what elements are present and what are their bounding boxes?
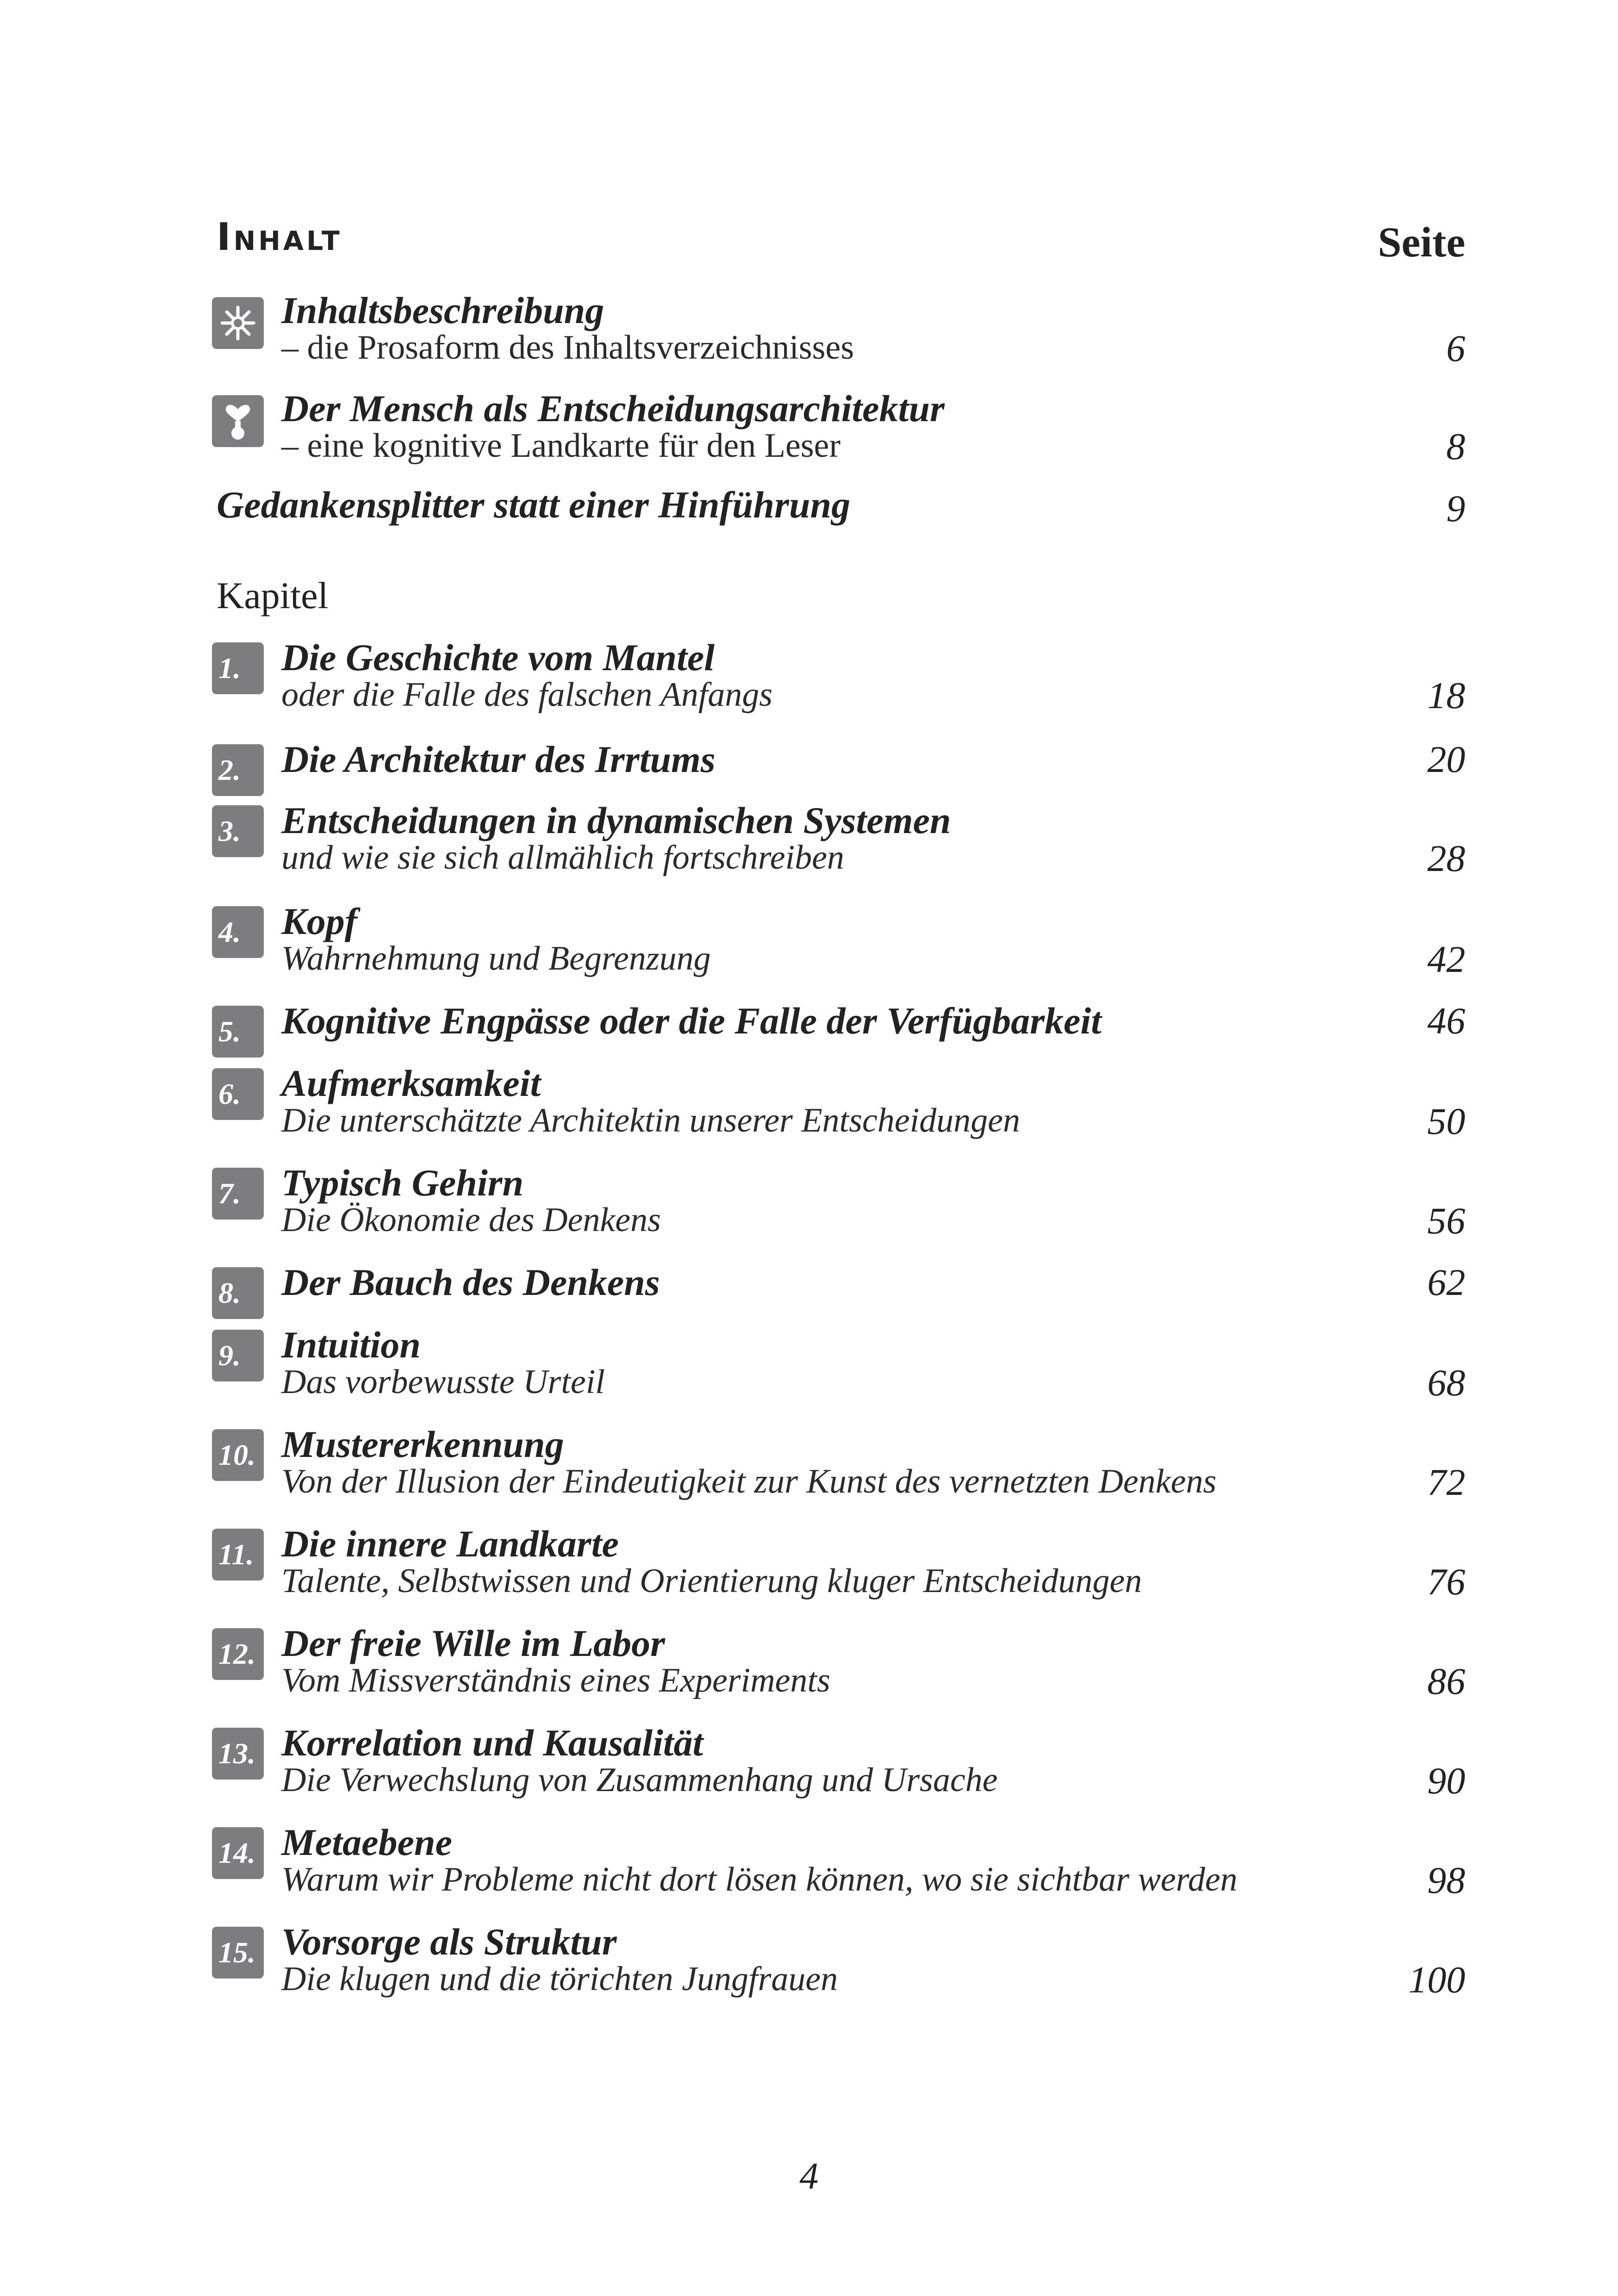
- chapter-number-badge: [212, 1068, 264, 1120]
- chapter-number: 2.: [218, 753, 241, 786]
- page-number: 8: [1446, 425, 1465, 467]
- page-number: 50: [1427, 1100, 1465, 1142]
- chapter-number-badge: [212, 1330, 264, 1381]
- chapter-title: Typisch Gehirn: [281, 1162, 524, 1204]
- page-number: 6: [1446, 327, 1465, 369]
- sparkle-icon: [212, 297, 264, 349]
- chapter-subtitle: Die Verwechslung von Zusammenhang und Ursache: [281, 1761, 998, 1799]
- chapter-number: 5.: [218, 1015, 241, 1048]
- chapter-number: 15.: [218, 1936, 255, 1969]
- chapter-title: Vorsorge als Struktur: [281, 1921, 617, 1963]
- chapter-title: Korrelation und Kausalität: [281, 1722, 703, 1764]
- chapter-number: 8.: [218, 1276, 241, 1309]
- chapter-number-badge: [212, 1728, 264, 1780]
- page-number: 9: [1446, 487, 1465, 529]
- chapter-number: 11.: [218, 1538, 254, 1571]
- page-number: 86: [1427, 1660, 1465, 1702]
- chapter-number-badge: [212, 906, 264, 958]
- chapter-title: Intuition: [281, 1324, 421, 1366]
- page-number: 42: [1427, 938, 1465, 980]
- page-number: 98: [1427, 1859, 1465, 1901]
- chapter-number-badge: [212, 642, 264, 694]
- chapter-number: 7.: [218, 1177, 241, 1210]
- entry-title: Gedankensplitter statt einer Hinführung: [217, 484, 851, 526]
- chapter-subtitle: Die unterschätzte Architektin unserer Entscheidungen: [281, 1101, 1021, 1139]
- chapter-number-badge: [212, 1628, 264, 1680]
- page-number: 100: [1408, 1959, 1465, 2001]
- page-number: 20: [1427, 738, 1465, 780]
- chapter-number-badge: [212, 1429, 264, 1481]
- page-column-label: Seite: [1377, 218, 1465, 266]
- chapter-number-badge: [212, 744, 264, 796]
- chapter-number-badge: [212, 1006, 264, 1058]
- chapter-number: 12.: [218, 1637, 255, 1670]
- chapter-number-badge: [212, 1267, 264, 1319]
- chapter-title: Der Bauch des Denkens: [281, 1261, 660, 1303]
- chapter-subtitle: und wie sie sich allmählich fortschreiben: [281, 839, 845, 877]
- chapter-subtitle: Talente, Selbstwissen und Orientierung kluger Entscheidungen: [281, 1562, 1142, 1600]
- page-number: 72: [1427, 1461, 1465, 1503]
- page-number: 56: [1427, 1200, 1465, 1242]
- chapter-subtitle: oder die Falle des falschen Anfangs: [281, 676, 773, 714]
- chapter-number-badge: [212, 1827, 264, 1879]
- page-number: 18: [1427, 674, 1465, 716]
- page-number: 68: [1427, 1362, 1465, 1404]
- chapter-number: 9.: [218, 1339, 241, 1372]
- chapter-title: Entscheidungen in dynamischen Systemen: [281, 799, 951, 841]
- chapter-number: 13.: [218, 1737, 255, 1770]
- chapter-title: Der freie Wille im Labor: [281, 1622, 666, 1664]
- chapter-subtitle: Warum wir Probleme nicht dort lösen können, wo sie sichtbar werden: [281, 1860, 1238, 1898]
- entry-subtitle: – die Prosaform des Inhaltsverzeichnisses: [281, 329, 854, 367]
- chapter-title: Die innere Landkarte: [281, 1523, 619, 1565]
- entry-title: Der Mensch als Entscheidungsarchitektur: [281, 387, 945, 429]
- chapter-subtitle: Wahrnehmung und Begrenzung: [281, 940, 711, 977]
- chapter-number: 4.: [218, 915, 241, 948]
- chapter-title: Mustererkennung: [281, 1423, 564, 1465]
- chapter-title: Die Geschichte vom Mantel: [281, 636, 715, 678]
- chapter-subtitle: Die klugen und die törichten Jungfrauen: [281, 1960, 838, 1998]
- heart-keyhole-icon: [212, 395, 264, 447]
- toc-heading: Inhalt: [217, 215, 342, 259]
- chapter-title: Kognitive Engpässe oder die Falle der Verfügbarkeit: [281, 1000, 1102, 1042]
- chapter-subtitle: Von der Illusion der Eindeutigkeit zur Kunst des vernetzten Denkens: [281, 1462, 1217, 1500]
- page-folio: 4: [799, 2155, 819, 2197]
- page-number: 76: [1427, 1561, 1465, 1603]
- chapter-subtitle: Vom Missverständnis eines Experiments: [281, 1661, 830, 1699]
- chapter-subtitle: Das vorbewusste Urteil: [281, 1363, 605, 1401]
- page-number: 62: [1427, 1261, 1465, 1303]
- section-label: Kapitel: [217, 574, 329, 616]
- chapter-number-badge: [212, 805, 264, 857]
- page-number: 46: [1427, 1000, 1465, 1042]
- chapter-number-badge: [212, 1927, 264, 1979]
- chapter-subtitle: Die Ökonomie des Denkens: [281, 1201, 661, 1239]
- chapter-number: 6.: [218, 1077, 241, 1110]
- chapter-number: 1.: [218, 652, 241, 684]
- page-number: 28: [1427, 837, 1465, 879]
- chapter-title: Metaebene: [281, 1821, 452, 1863]
- chapter-number: 10.: [218, 1438, 255, 1471]
- entry-subtitle: – eine kognitive Landkarte für den Leser: [281, 427, 841, 465]
- chapter-number: 3.: [218, 815, 241, 847]
- chapter-title: Kopf: [281, 900, 357, 942]
- chapter-title: Die Architektur des Irrtums: [281, 738, 716, 780]
- entry-title: Inhaltsbeschreibung: [281, 289, 604, 331]
- chapter-number-badge: [212, 1529, 264, 1580]
- chapter-number: 14.: [218, 1836, 255, 1869]
- chapter-title: Aufmerksamkeit: [281, 1062, 541, 1104]
- chapter-number-badge: [212, 1168, 264, 1220]
- page-number: 90: [1427, 1760, 1465, 1802]
